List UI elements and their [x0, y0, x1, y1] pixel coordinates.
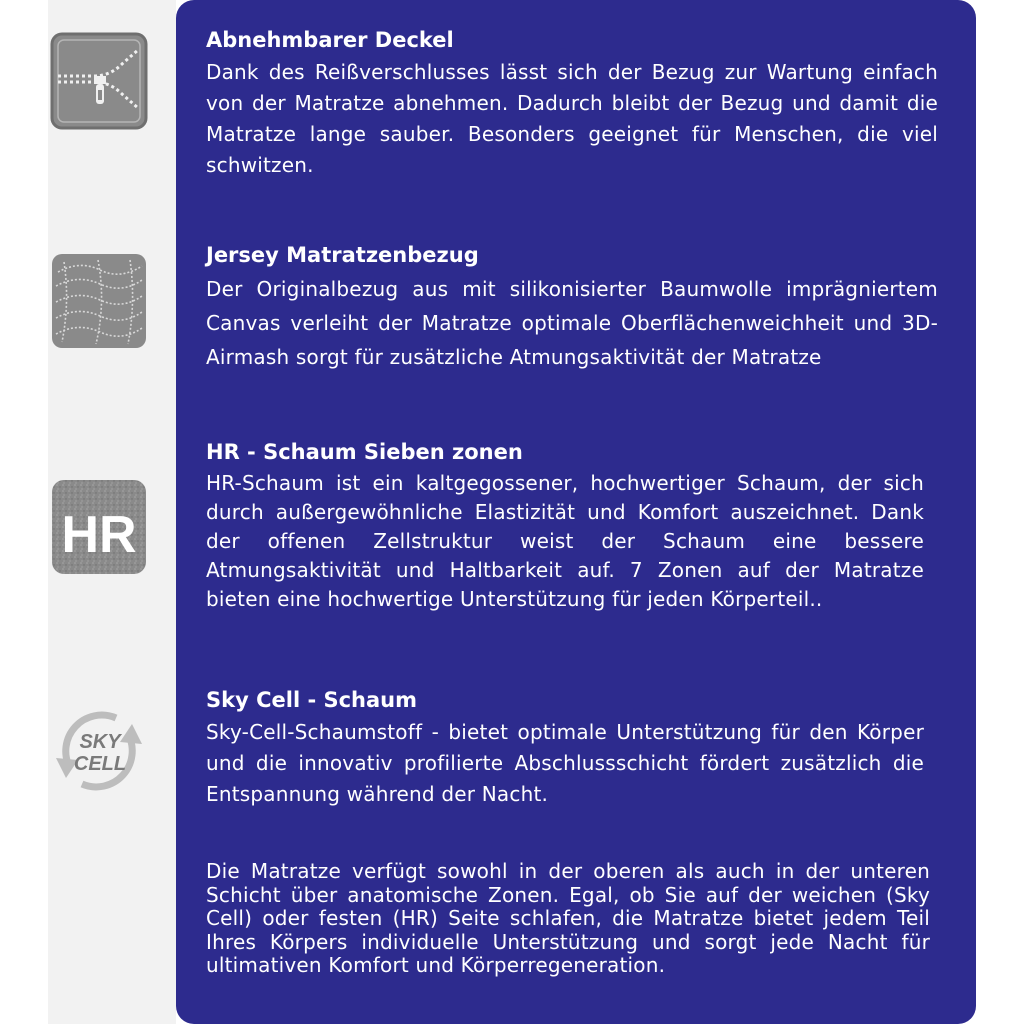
section-title: Jersey Matratzenbezug	[206, 243, 479, 267]
section-jersey-cover	[206, 241, 938, 374]
section-sky-cell	[206, 686, 924, 810]
sky-cell-icon	[50, 702, 148, 800]
section-hr-foam	[206, 438, 924, 614]
jersey-fabric-icon	[50, 252, 148, 350]
section-text: Dank des Reißverschlusses lässt sich der Bezug zur Wartung einfach von der Matratze abnehmen. Dadurch bleibt der Bezug und damit die Matratze lange sauber. Besonders geeignet für Menschen, die viel schwitzen.	[206, 60, 938, 177]
section-text: Der Originalbezug aus mit silikonisierter Baumwolle imprägniertem Canvas verleiht der Matratze optimale Oberflächenweichheit und 3D-Airmash sorgt für zusätzliche Atmungsaktivität der Matratze	[206, 277, 938, 369]
hr-foam-icon	[50, 478, 148, 576]
zipper-icon	[50, 32, 148, 130]
closing-section	[206, 860, 930, 978]
section-title: Abnehmbarer Deckel	[206, 28, 454, 52]
closing-text: Die Matratze verfügt sowohl in der oberen als auch in der unteren Schicht über anatomische Zonen. Egal, ob Sie auf der weichen (Sky Cell) oder festen (HR) Seite schlafen, die Matratze bietet jedem Teil Ihres Körpers individuelle Unterstützung und sorgt jede Nacht für ultimativen Komfort und Körperregeneration.	[206, 859, 930, 977]
sky-label: SKY	[79, 731, 121, 753]
section-title: Sky Cell - Schaum	[206, 688, 418, 712]
section-text: Sky-Cell-Schaumstoff - bietet optimale Unterstützung für den Körper und die innovativ profilierte Abschlussschicht fördert zusätzlich die Entspannung während der Nacht.	[206, 720, 924, 806]
cell-label: CELL	[73, 753, 127, 775]
hr-icon-label: HR	[61, 506, 137, 564]
section-removable-cover	[206, 26, 938, 181]
section-title: HR - Schaum Sieben zonen	[206, 440, 523, 464]
section-text: HR-Schaum ist ein kaltgegossener, hochwertiger Schaum, der sich durch außergewöhnliche Elastizität und Komfort auszeichnet. Dank der offenen Zellstruktur weist der Schaum eine bessere Atmungsaktivität und Haltbarkeit auf. 7 Zonen auf der Matratze bieten eine hochwertige Unterstützung für jeden Körperteil..	[206, 471, 924, 611]
